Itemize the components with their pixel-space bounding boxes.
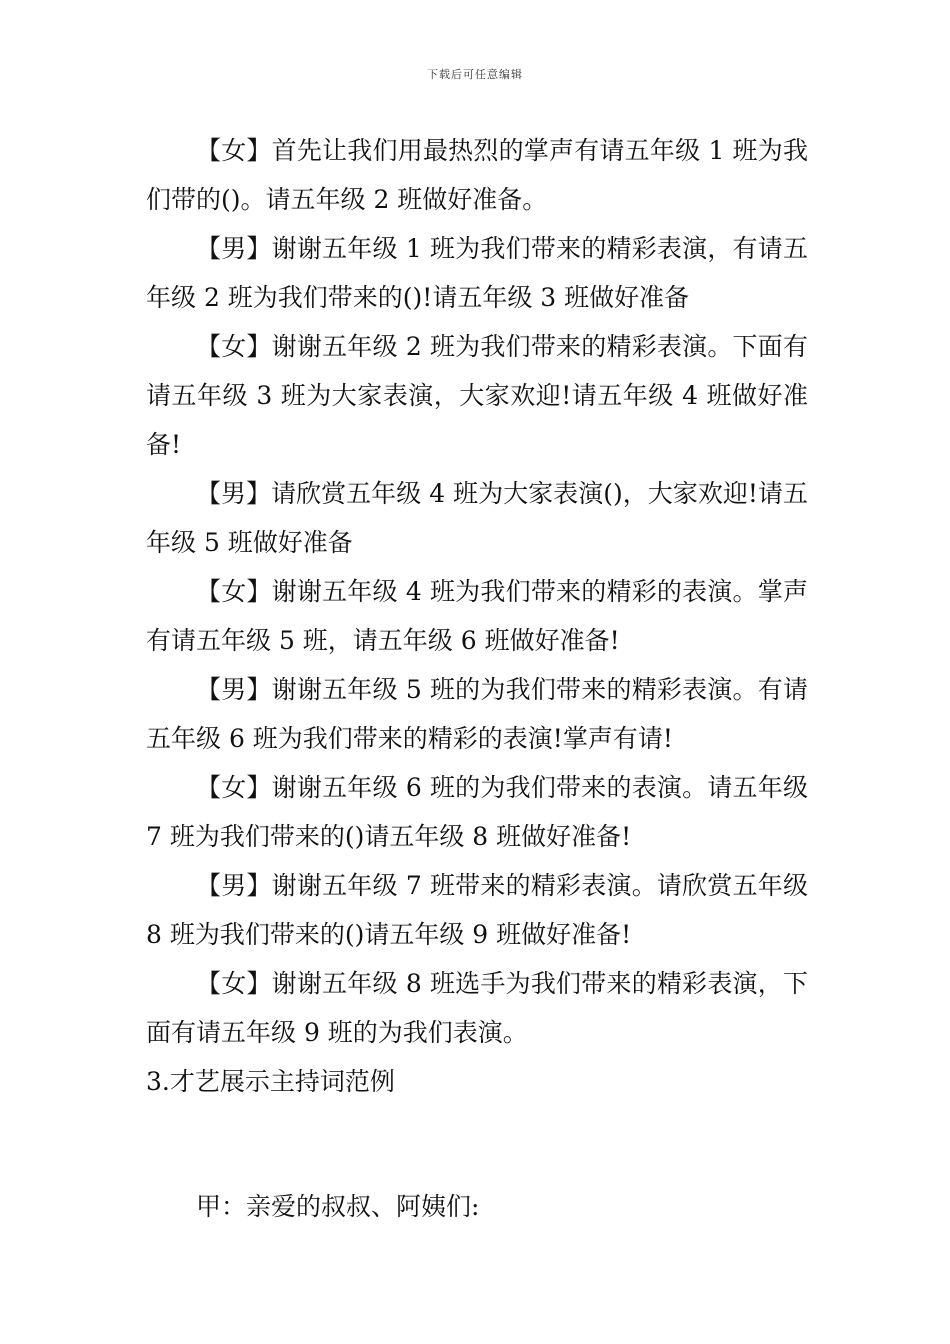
paragraph-7: 【女】谢谢五年级 6 班的为我们带来的表演。请五年级 7 班为我们带来的()请五年级 8 班做好准备! — [146, 773, 808, 851]
paragraph-6: 【男】谢谢五年级 5 班的为我们带来的精彩表演。有请五年级 6 班为我们带来的精彩的表演!掌声有请! — [146, 675, 808, 753]
paragraph-3: 【女】谢谢五年级 2 班为我们带来的精彩表演。下面有请五年级 3 班为大家表演，大家欢迎!请五年级 4 班做好准备! — [146, 332, 808, 459]
paragraph-2: 【男】谢谢五年级 1 班为我们带来的精彩表演，有请五年级 2 班为我们带来的()!请五年级 3 班做好准备 — [146, 234, 808, 312]
section-heading: 3.才艺展示主持词范例 — [146, 1067, 395, 1096]
paragraph-1: 【女】首先让我们用最热烈的掌声有请五年级 1 班为我们带的()。请五年级 2 班做好准备。 — [146, 136, 808, 214]
paragraph-9: 【女】谢谢五年级 8 班选手为我们带来的精彩表演，下面有请五年级 9 班的为我们表演。 — [146, 969, 808, 1047]
paragraph-5: 【女】谢谢五年级 4 班为我们带来的精彩的表演。掌声有请五年级 5 班，请五年级 6 班做好准备! — [146, 577, 808, 655]
paragraph-8: 【男】谢谢五年级 7 班带来的精彩表演。请欣赏五年级 8 班为我们带来的()请五年级 9 班做好准备! — [146, 871, 808, 949]
dialogue-line: 甲：亲爱的叔叔、阿姨们: — [196, 1192, 480, 1221]
document-body — [146, 126, 808, 1231]
paragraph-4: 【男】请欣赏五年级 4 班为大家表演()，大家欢迎!请五年级 5 班做好准备 — [146, 479, 808, 557]
page-header: 下载后可任意编辑 — [427, 68, 523, 81]
